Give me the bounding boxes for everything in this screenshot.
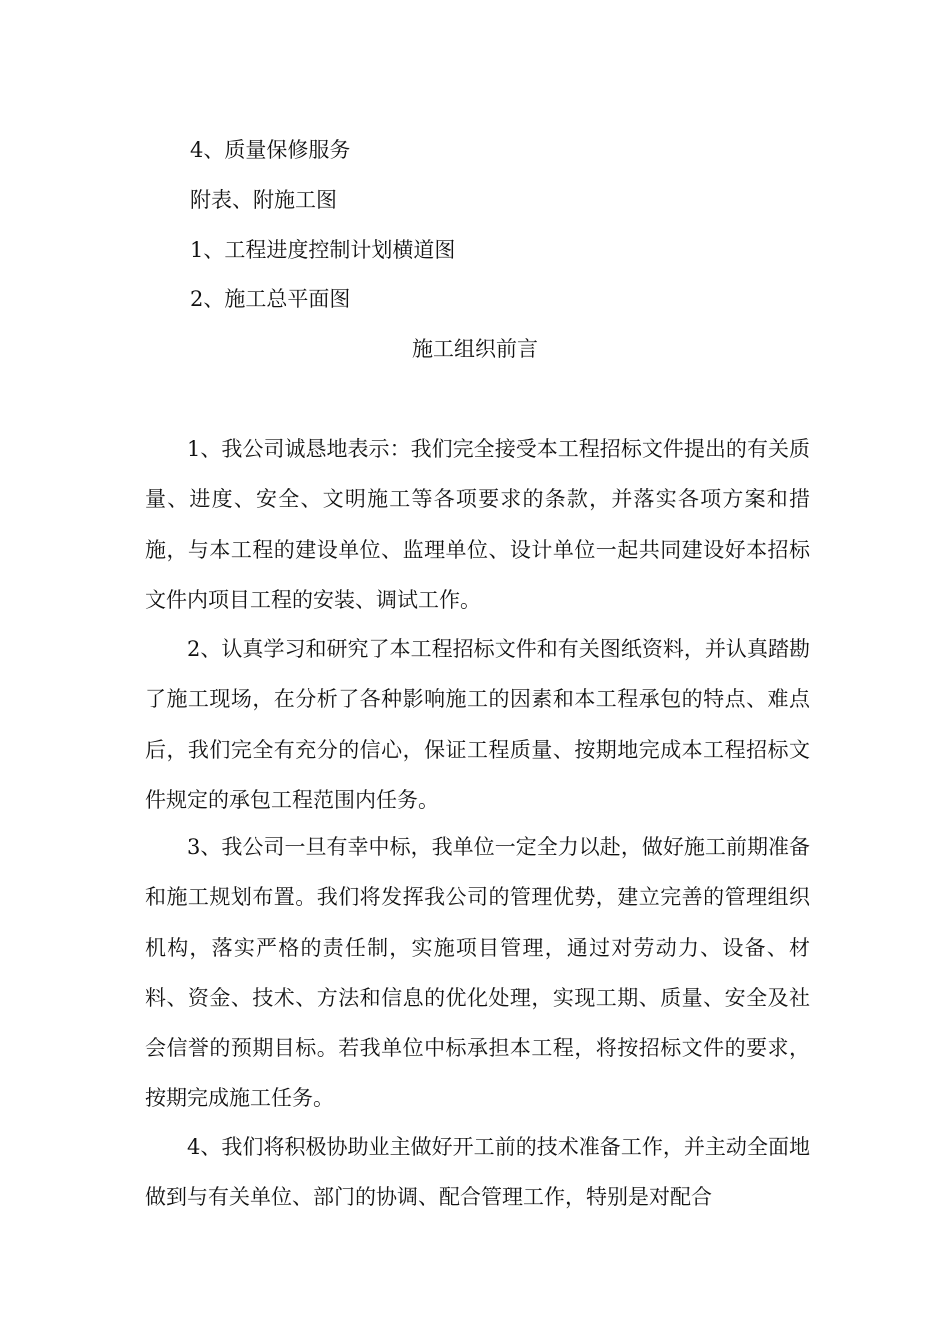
toc-item-site-plan: 2、施工总平面图: [190, 287, 351, 311]
paragraph-4: 4、我们将积极协助业主做好开工前的技术准备工作，并主动全面地做到与有关单位、部门的协调、配合管理工作，特别是对配合: [145, 1135, 810, 1210]
paragraph-3: 3、我公司一旦有幸中标，我单位一定全力以赴，做好施工前期准备和施工规划布置。我们将发挥我公司的管理优势，建立完善的管理组织机构，落实严格的责任制，实施项目管理，通过对劳动力、设备、材料、资金、技术、方法和信息的优化处理，实现工期、质量、安全及社会信誉的预期目标。若我单位中标承担本工程，将按招标文件的要求，按期完成施工任务。: [145, 835, 810, 1111]
paragraph-2: 2、认真学习和研究了本工程招标文件和有关图纸资料，并认真踏勘了施工现场，在分析了各种影响施工的因素和本工程承包的特点、难点后，我们完全有充分的信心，保证工程质量、按期地完成本工程招标文件规定的承包工程范围内任务。: [145, 637, 810, 812]
toc-item-schedule-chart: 1、工程进度控制计划横道图: [190, 238, 456, 262]
paragraph-1: 1、我公司诚恳地表示：我们完全接受本工程招标文件提出的有关质量、进度、安全、文明施工等各项要求的条款，并落实各项方案和措施，与本工程的建设单位、监理单位、设计单位一起共同建设好本招标文件内项目工程的安装、调试工作。: [145, 437, 810, 612]
section-title: 施工组织前言: [412, 337, 538, 361]
toc-item-warranty-service: 4、质量保修服务: [190, 138, 351, 162]
toc-item-appendix: 附表、附施工图: [190, 188, 337, 212]
